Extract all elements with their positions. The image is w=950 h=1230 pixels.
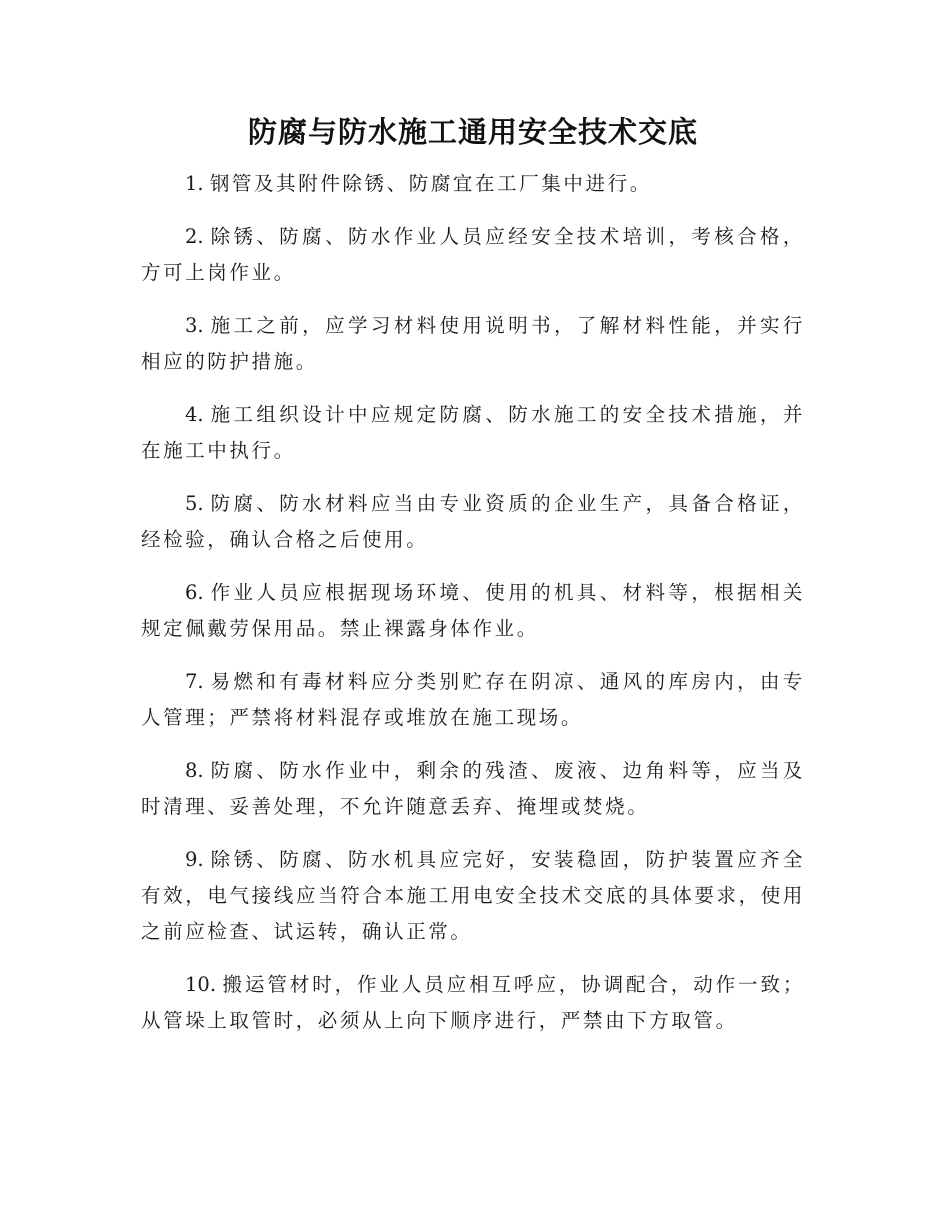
- item-number: 1.: [185, 172, 204, 195]
- item-number: 3.: [185, 314, 204, 337]
- list-item: [141, 575, 805, 647]
- item-number: 10.: [185, 973, 217, 996]
- list-item: [141, 166, 805, 202]
- item-number: 5.: [185, 492, 204, 515]
- item-number: 8.: [185, 759, 204, 782]
- item-text: 搬运管材时，作业人员应相互呼应，协调配合，动作一致；从管垛上取管时，必须从上向下顺序进行，严禁由下方取管。: [141, 973, 805, 1032]
- list-item: [141, 842, 805, 950]
- list-item: [141, 486, 805, 558]
- list-item: [141, 664, 805, 736]
- item-text: 除锈、防腐、防水机具应完好，安装稳固，防护装置应齐全有效，电气接线应当符合本施工用电安全技术交底的具体要求，使用之前应检查、试运转，确认正常。: [141, 848, 805, 943]
- list-item: [141, 308, 805, 380]
- document-title: 防腐与防水施工通用安全技术交底: [247, 115, 698, 149]
- list-item: [141, 219, 805, 291]
- item-text: 施工之前，应学习材料使用说明书，了解材料性能，并实行相应的防护措施。: [141, 314, 805, 373]
- item-text: 钢管及其附件除锈、防腐宜在工厂集中进行。: [209, 172, 652, 195]
- item-text: 作业人员应根据现场环境、使用的机具、材料等，根据相关规定佩戴劳保用品。禁止裸露身体作业。: [141, 581, 805, 640]
- item-number: 7.: [185, 670, 204, 693]
- item-number: 4.: [185, 403, 204, 426]
- list-item: [141, 397, 805, 469]
- item-number: 9.: [185, 848, 204, 871]
- item-text: 施工组织设计中应规定防腐、防水施工的安全技术措施，并在施工中执行。: [141, 403, 805, 462]
- item-text: 易燃和有毒材料应分类别贮存在阴凉、通风的库房内，由专人管理；严禁将材料混存或堆放在施工现场。: [141, 670, 805, 729]
- list-item: [141, 967, 805, 1039]
- document-page: [141, 112, 805, 1056]
- list-item: [141, 753, 805, 825]
- item-number: 6.: [185, 581, 204, 604]
- item-number: 2.: [185, 225, 204, 248]
- item-text: 防腐、防水作业中，剩余的残渣、废液、边角料等，应当及时清理、妥善处理，不允许随意丢弃、掩埋或焚烧。: [141, 759, 805, 818]
- item-text: 防腐、防水材料应当由专业资质的企业生产，具备合格证，经检验，确认合格之后使用。: [141, 492, 805, 551]
- item-text: 除锈、防腐、防水作业人员应经安全技术培训，考核合格，方可上岗作业。: [141, 225, 805, 284]
- item-list: [141, 166, 805, 1039]
